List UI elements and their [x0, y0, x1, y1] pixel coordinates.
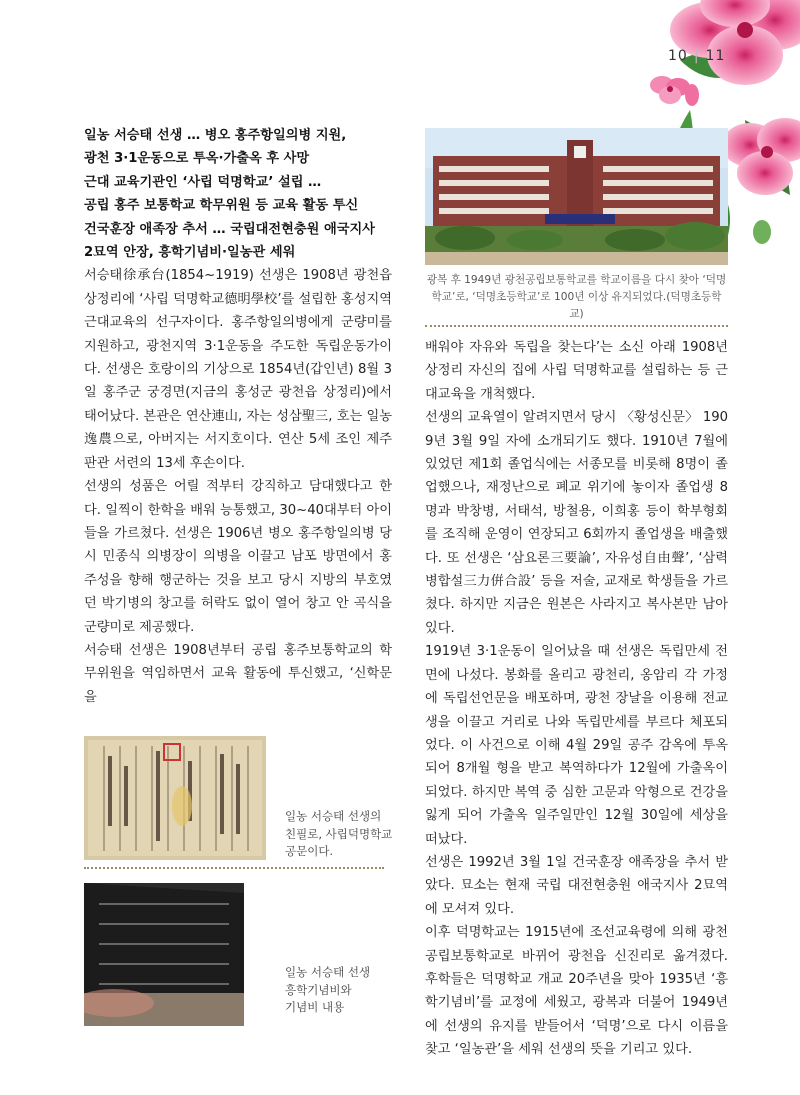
- page-number-left: 10: [668, 48, 688, 64]
- page-number-separator: |: [693, 48, 700, 64]
- page-number-right: 11: [705, 48, 726, 64]
- document-photo-caption: [285, 808, 392, 861]
- headline-line: 공립 홍주 보통학교 학무위원 등 교육 활동 투신: [84, 198, 359, 214]
- handwritten-document-photo: [84, 736, 266, 860]
- school-photo-caption: 광복 후 1949년 광천공립보통학교를 학교이름을 다시 찾아 ‘덕명학교’로, ‘덕명초등학교’로 100년 이상 유지되었다.(덕명초등학교): [426, 274, 727, 320]
- divider-dotted: [84, 867, 384, 869]
- paragraph: 배워야 자유와 독립을 찾는다’는 소신 아래 1908년 상정리 자신의 집에 사립 덕명학교를 설립하는 등 근대교육을 개척했다.: [425, 340, 728, 402]
- divider-dotted: [425, 325, 728, 327]
- paragraph: 선생의 교육열이 알려지면서 당시 〈황성신문〉 1909년 3월 9일 자에 소개되기도 했다. 1910년 7월에 있었던 제1회 졸업식에는 서종모를 비롯해 8명이 졸업했으나, 재정난으로 폐교 위기에 놓이자 졸업생 8명과 박창병, 서태석, 방철용, 이희홍 등이 학부형회를 조직해 운영이 연장되고 6회까지 졸업생을 배출했다. 또 선생은 ‘삼요론三要論’, 자유성自由聲’, ‘삼력병합설三力倂合設’ 등을 저술, 교재로 학생들을 가르쳤다. 하지만 지금은 원본은 사라지고 복사본만 남아 있다.: [425, 410, 728, 636]
- school-building-photo: [425, 128, 728, 265]
- left-column: [84, 124, 392, 709]
- headline-line: 광천 3·1운동으로 투옥·가출옥 후 사망: [84, 151, 310, 167]
- paragraph: 선생의 성품은 어릴 적부터 강직하고 담대했다고 한다. 일찍이 한학을 배워 능통했고, 30~40대부터 아이들을 가르쳤다. 선생은 1906년 병오 홍주항일의병 당시 민종식 의병장이 의병을 이끌고 남포 방면에서 홍주성을 향해 행군하는 것을 보고 당시 지방의 부호였던 박기병의 창고를 허락도 없이 열어 창고 안 곡식을 군량미로 제공했다.: [84, 479, 392, 635]
- paragraph: 선생은 1992년 3월 1일 건국훈장 애족장을 추서 받았다. 묘소는 현재 국립 대전현충원 애국지사 2묘역에 모셔져 있다.: [425, 854, 728, 917]
- paragraph: 서승태徐承台(1854~1919) 선생은 1908년 광천읍 상정리에 ‘사립 덕명학교德明學校’를 설립한 홍성지역 근대교육의 선구자이다. 홍주항일의병에게 군량미를 지원하고, 광천지역 3·1운동을 주도한 독립운동가이다. 선생은 호랑이의 기상으로 1854년(갑인년) 8월 3일 홍주군 궁경면(지금의 홍성군 광천읍 상정리)에서 태어났다. 본관은 연산連山, 자는 성삼聖三, 호는 일농逸農으로, 아버지는 서지호이다. 연산 5세 조인 제주판관 서련의 13세 후손이다.: [84, 268, 392, 471]
- caption-line: 친필로, 사립덕명학교: [285, 826, 393, 841]
- monument-photo-caption: [285, 964, 370, 1017]
- right-column: [425, 336, 728, 1062]
- headline-line: 건국훈장 애족장 추서 … 국립대전현충원 애국지사: [84, 221, 375, 237]
- headline-line: 2묘역 안장, 흥학기념비·일농관 세워: [84, 245, 296, 261]
- caption-line: 흥학기념비와: [285, 982, 352, 997]
- caption-line: 공문이다.: [285, 844, 334, 858]
- caption-line: 일농 서승태 선생의: [285, 809, 382, 823]
- headline-line: 근대 교육기관인 ‘사립 덕명학교’ 설립 …: [84, 174, 322, 190]
- caption-line: 일농 서승태 선생: [285, 965, 371, 979]
- caption-line: 기념비 내용: [285, 1000, 345, 1014]
- headline-line: 일농 서승태 선생 … 병오 홍주항일의병 지원,: [84, 128, 347, 143]
- page-number: [668, 48, 725, 64]
- monument-stone-photo: [84, 883, 244, 1026]
- left-body: [84, 264, 392, 709]
- paragraph: 이후 덕명학교는 1915년에 조선교육령에 의해 광천공립보통학교로 바뀌어 광천읍 신진리로 옮겨졌다. 후학들은 덕명학교 개교 20주년을 맞아 1935년 ‘흥학기념비’를 교정에 세웠고, 광복과 더불어 1949년에 선생의 유지를 받들어서 ‘덕명’으로 다시 이름을 찾고 ‘일농관’을 세워 선생의 뜻을 기리고 있다.: [425, 925, 728, 1058]
- headline: [84, 124, 392, 264]
- paragraph: 서승태 선생은 1908년부터 공립 홍주보통학교의 학무위원을 역임하면서 교육 활동에 투신했고, ‘신학문을: [84, 642, 392, 705]
- paragraph: 1919년 3·1운동이 일어났을 때 선생은 독립만세 전면에 나섰다. 봉화를 올리고 광천리, 옹암리 각 가정에 독립선언문을 배포하며, 광천 장날을 이용해 전교생을 이끌고 거리로 나와 독립만세를 부르다 체포되었다. 이 사건으로 이해 4월 29일 공주 감옥에 투옥되어 8개월 형을 받고 복역하다가 12월에 가출옥이 되었다. 하지만 복역 중 심한 고문과 악형으로 건강을 잃게 되어 가출옥 일주일만인 12월 30일에 세상을 떠났다.: [425, 644, 728, 847]
